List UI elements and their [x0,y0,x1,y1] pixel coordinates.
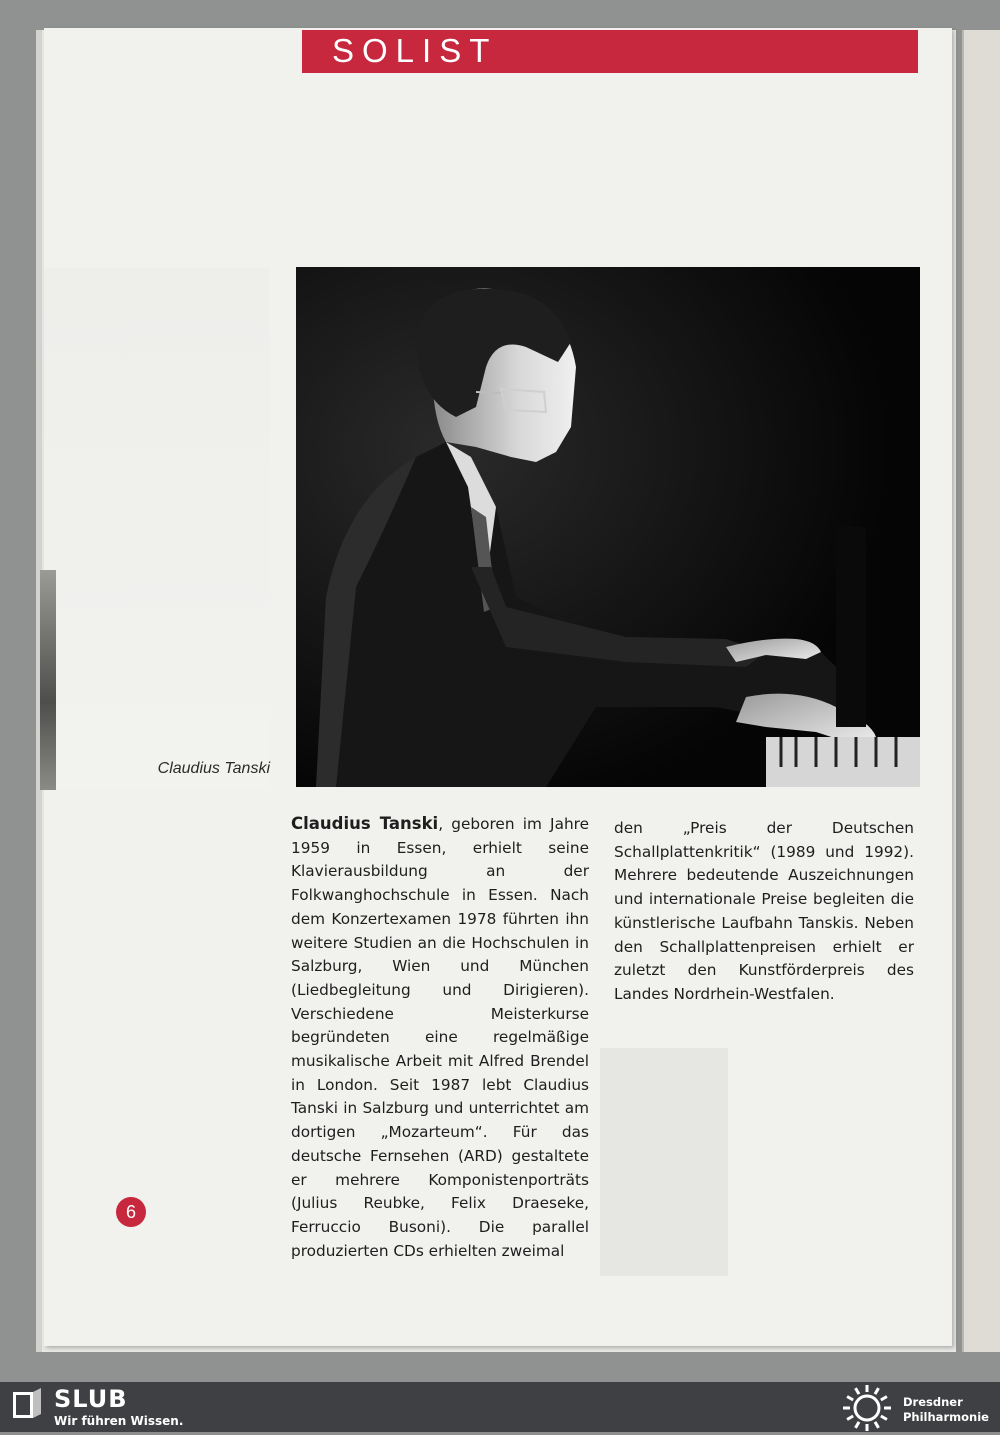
show-through-photo-edge [40,570,56,790]
facing-page-edge [962,30,1000,1352]
footer-bar [0,1382,1000,1432]
pianist-illustration [296,267,920,787]
show-through-block [600,1048,728,1276]
bio-text-left: , geboren im Jahre 1959 in Essen, erhielt seine Klavierausbildung an der Folkwanghochschule in Essen. Nach dem Konzertexamen 1978 führten ihn weitere Studien an die Hochschulen in Salzburg, Wien und München (Liedbegleitung und Dirigieren). Verschiedene Meisterkurse begründeten eine regelmäßige musikalische Arbeit mit Alfred Brendel in London. Seit 1987 lebt Claudius Tanski in Salzburg und unterrichtet am dortigen „Mozarteum“. Für das deutsche Fernsehen (ARD) gestaltete er mehrere Komponistenporträts (Julius Reubke, Felix Draeseke, Ferruccio Busoni). Die parallel produzierten CDs erhielten zweimal [291,815,589,1260]
slub-book-icon [13,1388,43,1424]
section-header-bar [302,30,918,73]
section-title: SOLIST [332,32,498,69]
show-through-area [44,268,270,790]
bio-text-left-column [291,812,589,1263]
bio-text-right-column: den „Preis der Deutschen Schallplattenkritik“ (1989 und 1992). Mehrere bedeutende Auszeichnungen und internationale Preise begleiten die künstlerische Laufbahn Tanskis. Neben den Schallplattenpreisen erhielt er zuletzt den Kunstförderpreis des Landes Nordrhein-Westfalen. [614,819,914,1003]
partner-name-line2[interactable]: Philharmonie [903,1410,989,1424]
photo-caption: Claudius Tanski [157,760,270,777]
page-number-badge: 6 [116,1197,146,1227]
show-through-text [100,812,256,833]
library-name[interactable]: SLUB [54,1385,128,1413]
pianist-photo [296,267,920,787]
partner-name-line1[interactable]: Dresdner [903,1395,963,1409]
philharmonie-sun-icon [843,1385,891,1435]
artist-name: Claudius Tanski [291,814,439,833]
library-tagline: Wir führen Wissen. [54,1414,184,1428]
